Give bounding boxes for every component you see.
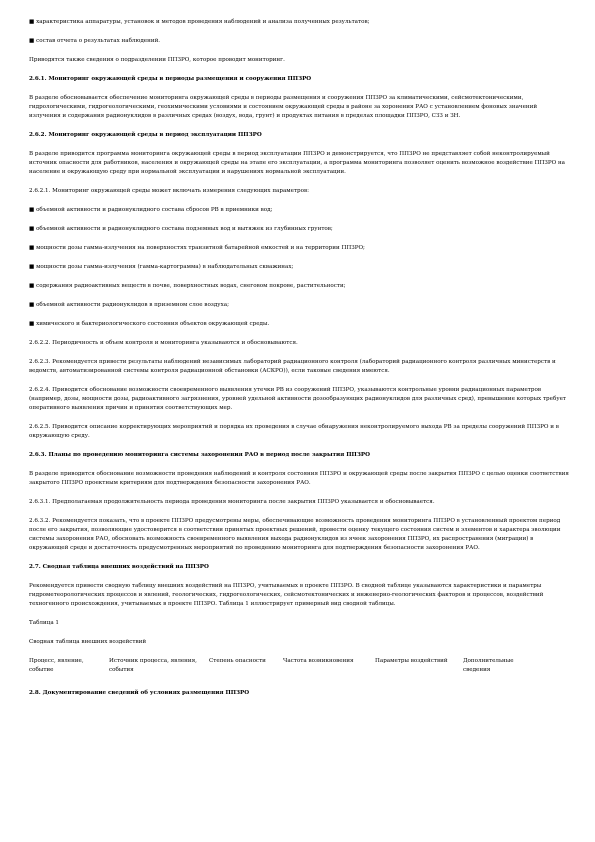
section-heading: 2.6.3. Планы по проведению мониторинга системы захоронения РАО в период после закрытия ППЗРО — [29, 452, 370, 458]
paragraph: 2.6.2.1. Мониторинг окружающей среды может включать измерения следующих параметров: — [29, 188, 310, 194]
section-heading: 2.6.1. Мониторинг окружающей среды в периоды размещения и сооружения ППЗРО — [29, 76, 312, 82]
paragraph: 2.6.2.4. Приводится обоснование возможности своевременного выявления утечки РВ из сооружений ППЗРО, указываются контрольные уровни радиационных параметров (например, дозы, мощности дозы, радиоактивного загрязнения, уровней удельной активности дозообразующих радионуклидов для различных сред), превышение которых требует оперативного выявления причин и принятия соответствующих мер. — [29, 387, 567, 411]
paragraph: Таблица 1 — [29, 620, 59, 626]
table-header-cell: Степень опасности — [209, 658, 266, 664]
table-header-cell: Параметры воздействий — [375, 658, 448, 664]
table-header-cell: Частота возникновения — [283, 658, 354, 664]
paragraph: 2.6.3.2. Рекомендуется показать, что в проекте ППЗРО предусмотрены меры, обеспечивающие возможность проведения мониторинга ППЗРО в установленный проектом период после его закрытия, позволяющие удостоверится в соответствии принятых проектных решений, провести оценку текущего состояния систем и элементов и характера эволюции системы захоронения РАО, обосновать возможность своевременного выявления выхода радионуклидов из ячеек захоронения ППЗРО, их распространения (миграции) в окружающей среде и достаточность предусмотренных мероприятий по проведению мониторинга для подтверждения безопасности захоронения РАО. — [29, 518, 561, 551]
section-heading: 2.8. Документирование сведений об условиях размещения ППЗРО — [29, 690, 250, 696]
paragraph: 2.6.3.1. Предполагаемая продолжительность периода проведения мониторинга после закрытия ППЗРО указывается и обосновывается. — [29, 499, 435, 505]
paragraph: В разделе приводится программа мониторинга окружающей среды в период эксплуатации ППЗРО и демонстрируется, что ППЗРО не представляет собой неконтролируемый источник опасности для работников, населения и окружающей среды на этапе его эксплуатации, а программа мониторинга позволяет оценить возможное воздействие ППЗРО на население и окружающую среду при нормальной эксплуатации и нарушениях нормальной эксплуатации. — [29, 151, 566, 175]
paragraph: Сводная таблица внешних воздействий — [29, 639, 147, 645]
table-header-cell: Источник процесса, явления, события — [109, 658, 197, 673]
paragraph: Рекомендуется привести сводную таблицу внешних воздействий на ППЗРО, учитываемых в проекте ППЗРО. В сводной таблице указываются характеристики и параметры гидрометеорологических процессов и явлений, геологических, гидрогеологических, сейсмотектонических и инженерно-геологических факторов и процессов, воздействий техногенного происхождения, учитываемых в проекте ППЗРО. Таблица 1 иллюстрирует примерный вид сводной таблицы. — [29, 583, 544, 607]
table-header-cell: Процесс, явление, событие — [29, 658, 84, 673]
table-header-row — [29, 657, 529, 675]
paragraph: В разделе приводится обоснование возможности проведения наблюдений и контроля состояния ППЗРО и окружающей среды после закрытия ППЗРО с целью оценки соответствия закрытого ППЗРО проектным критериям для подтверждения безопасности захоронения РАО. — [29, 471, 569, 486]
document-body — [29, 18, 569, 647]
list-item: ■ содержания радиоактивных веществ в почве, поверхностных водах, снеговом покрове, растительности; — [29, 283, 346, 289]
list-item: ■ объемной активности радионуклидов в приземном слое воздуха; — [29, 302, 229, 308]
list-item: ■ объемной активности и радионуклидного состава сбросов РВ в приемники вод; — [29, 207, 273, 213]
list-item: ■ объемной активности и радионуклидного состава подземных вод и вытяжек из глубинных грунтов; — [29, 226, 333, 232]
paragraph: В разделе обосновывается обеспечение мониторинга окружающей среды в периоды размещения и сооружения ППЗРО за климатическими, сейсмотектоническими, гидрологическими, гидрогеологическими, геохимическими условиями и состоянием окружающей среды в районе за хоронения РАО с установлением фоновых значений излучения и содержания радионуклидов в различных средах (воздух, вода, грунт) и продуктах питания в пределах площадки ППЗРО, СЗЗ и ЗН. — [29, 95, 538, 119]
document-page — [29, 18, 569, 708]
section-heading: 2.6.2. Мониторинг окружающей среды в период эксплуатации ППЗРО — [29, 132, 262, 138]
paragraph: 2.6.2.5. Приводится описание корректирующих мероприятий и порядка их проведения в случае обнаружения неконтролируемого выхода РВ за пределы сооружений ППЗРО и в окружающую среду. — [29, 424, 559, 439]
list-item: ■ химического и бактериологического состояния объектов окружающей среды. — [29, 321, 270, 327]
list-item: ■ состав отчета о результатах наблюдений. — [29, 38, 161, 44]
list-item: ■ мощности дозы гамма-излучения на поверхностях транзитной батарейной емкостей и на территории ППЗРО; — [29, 245, 365, 251]
list-item: ■ мощности дозы гамма-излучения (гамма-картограмма) в наблюдательных скважинах; — [29, 264, 294, 270]
paragraph: 2.6.2.3. Рекомендуется привести результаты наблюдений независимых лабораторий радиационного контроля (лабораторий радиационного контроля различных министерств и ведомств, автоматизированной системы контроля радиационной обстановки (АСКРО)), если таковые сведения имеются. — [29, 359, 556, 374]
section-heading: 2.7. Сводная таблица внешних воздействий на ППЗРО — [29, 564, 209, 570]
paragraph: 2.6.2.2. Периодичность и объем контроля и мониторинга указываются и обосновываются. — [29, 340, 298, 346]
paragraph: Приводятся также сведения о подразделении ППЗРО, которое проводит мониторинг. — [29, 57, 285, 63]
table-header-cell: Дополнительные сведения — [463, 658, 514, 673]
list-item: ■ характеристика аппаратуры, установок и методов проведения наблюдений и анализа полученных результатов; — [29, 19, 370, 25]
